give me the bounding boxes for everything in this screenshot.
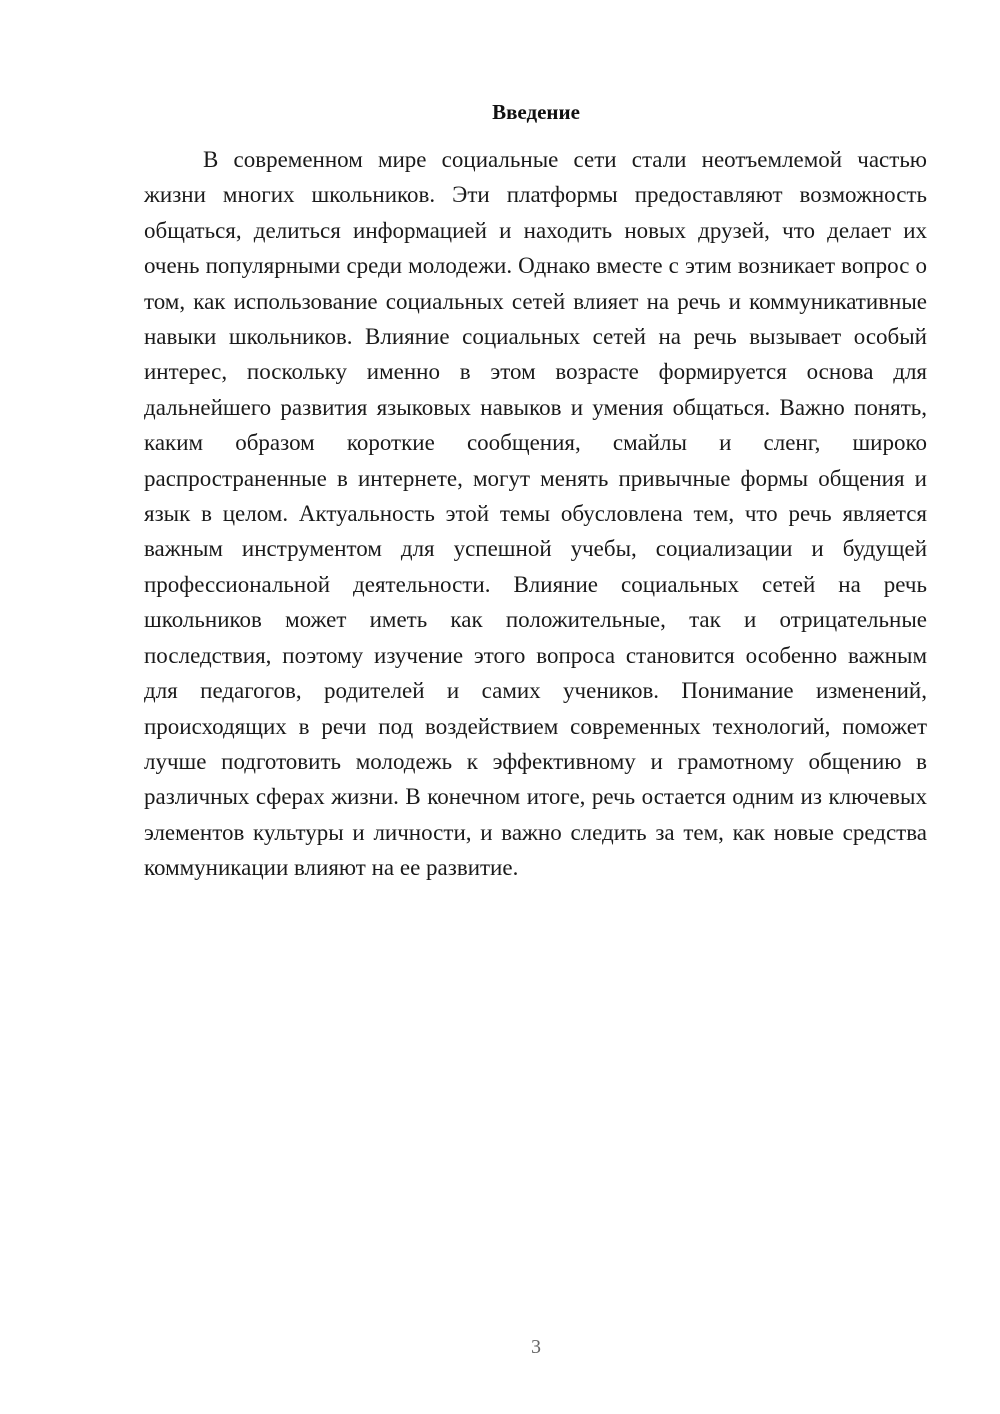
page-number: 3 <box>531 1336 541 1358</box>
body-paragraph: В современном мире социальные сети стали неотъемлемой частью жизни многих школьников. Эти платформы предоставляют возможность общаться, делиться информацией и находить новых друзей, что делает их очень популярными среди молодежи. Однако вместе с этим возникает вопрос о том, как использование социальных сетей влияет на речь и коммуникативные навыки школьников. Влияние социальных сетей на речь вызывает особый интерес, поскольку именно в этом возрасте формируется основа для дальнейшего развития языковых навыков и умения общаться. Важно понять, каким образом короткие сообщения, смайлы и сленг, широко распространенные в интернете, могут менять привычные формы общения и язык в целом. Актуальность этой темы обусловлена тем, что речь является важным инструментом для успешной учебы, социализации и будущей профессиональной деятельности. Влияние социальных сетей на речь школьников может иметь как положительные, так и отрицательные последствия, поэтому изучение этого вопроса становится особенно важным для педагогов, родителей и самих учеников. Понимание изменений, происходящих в речи под воздействием современных технологий, поможет лучше подготовить молодежь к эффективному и грамотному общению в различных сферах жизни. В конечном итоге, речь остается одним из ключевых элементов культуры и личности, и важно следить за тем, как новые средства коммуникации влияют на ее развитие. <box>144 147 927 881</box>
section-title: Введение <box>492 100 580 124</box>
